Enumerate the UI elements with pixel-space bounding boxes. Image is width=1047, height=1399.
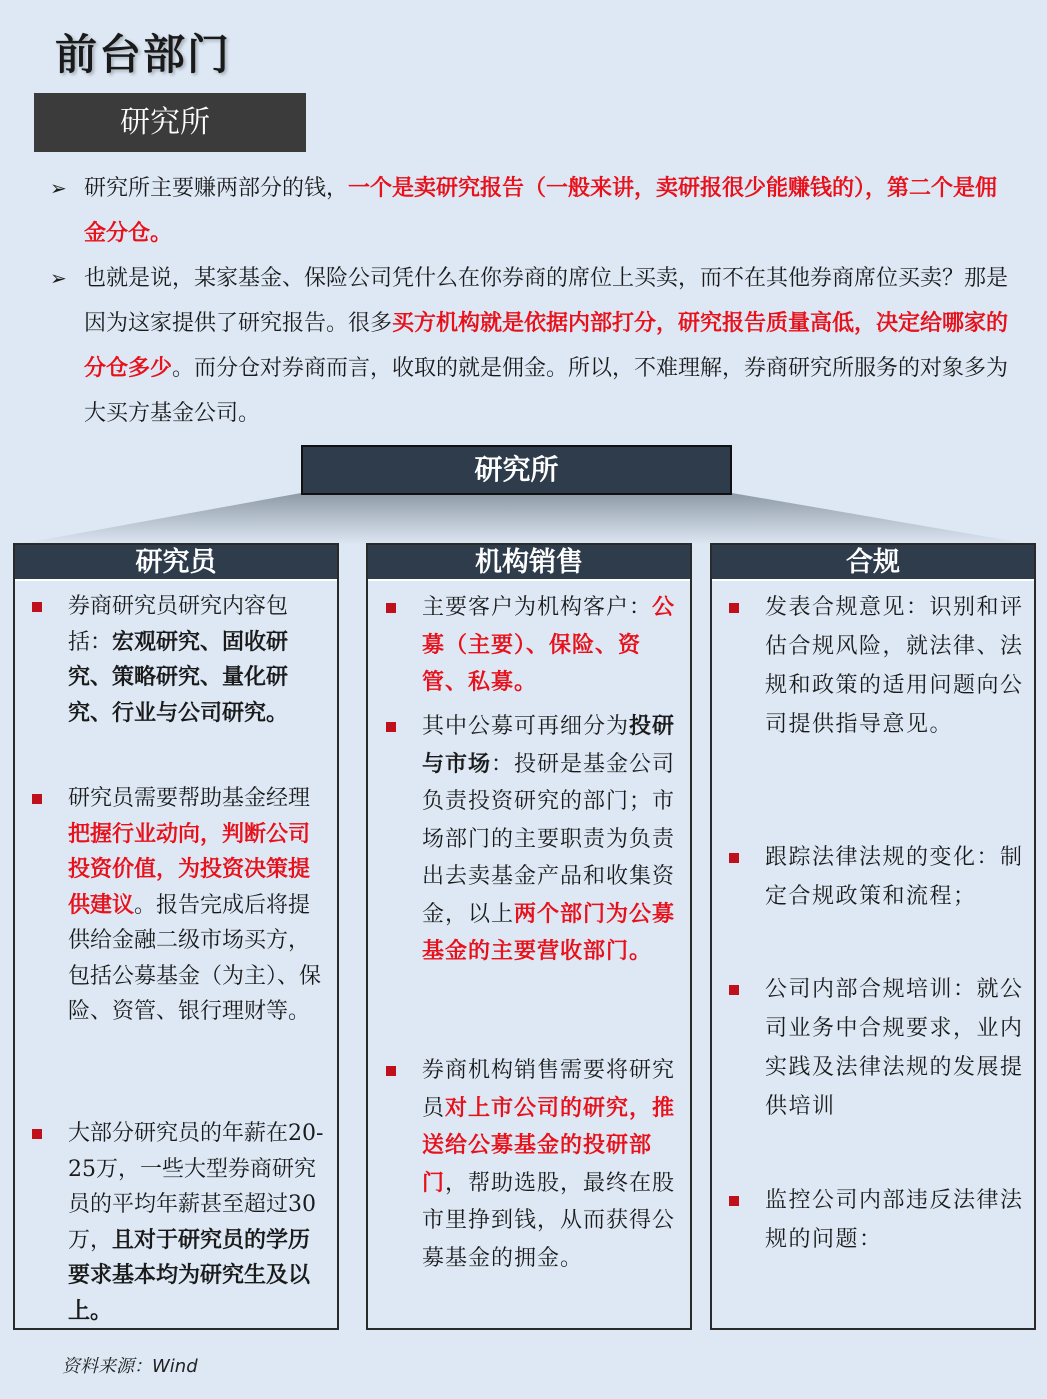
square-bullet-icon — [729, 985, 739, 995]
top-box-research-institute: 研究所 — [301, 445, 732, 495]
square-bullet-icon — [729, 853, 739, 863]
column-compliance — [710, 543, 1036, 1330]
sales-b3-highlight: 对上市公司的研究，推送给公募基金的投研部门 — [422, 1094, 676, 1196]
list-item — [765, 588, 1027, 744]
researcher-b2-normal-1: 研究员需要帮助基金经理 — [68, 786, 311, 811]
column-institutional-sales — [366, 543, 692, 1330]
square-bullet-icon — [32, 794, 42, 804]
sales-b2-normal-1: 其中公募可再细分为 — [422, 714, 630, 739]
intro-p2-normal-1: 也就是说，某家基金、保险公司凭什么在你券商的席位上买卖，而不在其他券商席位买卖？那是因为这家提供了研究报告。很多 — [84, 266, 1009, 336]
list-item — [422, 1052, 684, 1277]
compliance-b2: 跟踪法律法规的变化：制定合规政策和流程； — [765, 845, 1024, 909]
sales-b3-normal-1: 券商机构销售需要将研究员 — [422, 1058, 676, 1121]
researcher-b1-normal: 券商研究员研究内容包括： — [68, 594, 289, 655]
list-item — [765, 1181, 1027, 1259]
square-bullet-icon — [386, 1066, 396, 1076]
compliance-b1: 发表合规意见：识别和评估合规风险，就法律、法规和政策的适用问题向公司提供指导意见。 — [765, 595, 1024, 737]
list-item — [765, 970, 1027, 1126]
square-bullet-icon — [32, 602, 42, 612]
compliance-b3: 公司内部合规培训：就公司业务中合规要求，业内实践及法律法规的发展提供培训 — [765, 977, 1024, 1119]
column-title-compliance: 合规 — [712, 545, 1034, 581]
arrow-bullet-icon: ➢ — [50, 176, 67, 200]
sales-b1-normal: 主要客户为机构客户： — [422, 595, 653, 620]
section-label: 研究所 — [34, 93, 306, 152]
sales-b2-highlight: 两个部门为公募基金的主要营收部门。 — [422, 900, 676, 964]
intro-p1-highlight: 一个是卖研究报告（一般来讲，卖研报很少能赚钱的），第二个是佣金分仓。 — [84, 175, 998, 246]
square-bullet-icon — [32, 1129, 42, 1139]
square-bullet-icon — [729, 1196, 739, 1206]
list-item — [422, 589, 686, 702]
list-item — [68, 1116, 328, 1329]
list-item — [68, 781, 328, 1030]
column-title-researcher: 研究员 — [15, 545, 337, 581]
list-item — [422, 708, 684, 971]
sales-b3-normal-2: ，帮助选股，最终在股市里挣到钱，从而获得公募基金的拥金。 — [422, 1170, 676, 1271]
intro-p2-normal-2: 。而分仓对券商而言，收取的就是佣金。所以，不难理解，券商研究所服务的对象多为大买方基金公司。 — [84, 356, 1009, 426]
page-title: 前台部门 — [55, 30, 232, 79]
researcher-b2-highlight: 把握行业动向，判断公司投资价值，为投资决策提供建议 — [68, 820, 311, 918]
researcher-b1-bold: 宏观研究、固收研究、策略研究、量化研究、行业与公司研究。 — [68, 628, 289, 726]
square-bullet-icon — [386, 603, 396, 613]
square-bullet-icon — [729, 603, 739, 613]
sales-b2-bold: 投研与市场 — [422, 713, 676, 777]
list-item — [765, 838, 1035, 916]
intro-p2-highlight: 买方机构就是依据内部打分，研究报告质量高低，决定给哪家的分仓多少 — [84, 310, 1009, 381]
researcher-b3-normal: 大部分研究员的年薪在20-25万，一些大型券商研究员的平均年薪甚至超过30万， — [68, 1121, 324, 1253]
sales-b1-highlight: 公募（主要）、保险、资管、私募。 — [422, 594, 676, 695]
source-note: 资料来源：Wind — [62, 1356, 198, 1377]
arrow-bullet-icon: ➢ — [50, 266, 67, 290]
researcher-b2-normal-2: 。报告完成后将提供给金融二级市场买方，包括公募基金（为主）、保险、资管、银行理财等。 — [68, 892, 322, 1024]
compliance-b4: 监控公司内部违反法律法规的问题： — [765, 1188, 1024, 1252]
list-item — [68, 589, 328, 731]
intro-p1-normal: 研究所主要赚两部分的钱， — [84, 176, 349, 201]
researcher-b3-bold: 且对于研究员的学历要求基本均为研究生及以上。 — [68, 1226, 311, 1324]
column-researcher — [13, 543, 339, 1330]
column-title-sales: 机构销售 — [368, 545, 690, 581]
square-bullet-icon — [386, 722, 396, 732]
sales-b2-normal-2: ：投研是基金公司负责投资研究的部门；市场部门的主要职责为负责出去卖基金产品和收集资金，以上 — [422, 751, 676, 927]
